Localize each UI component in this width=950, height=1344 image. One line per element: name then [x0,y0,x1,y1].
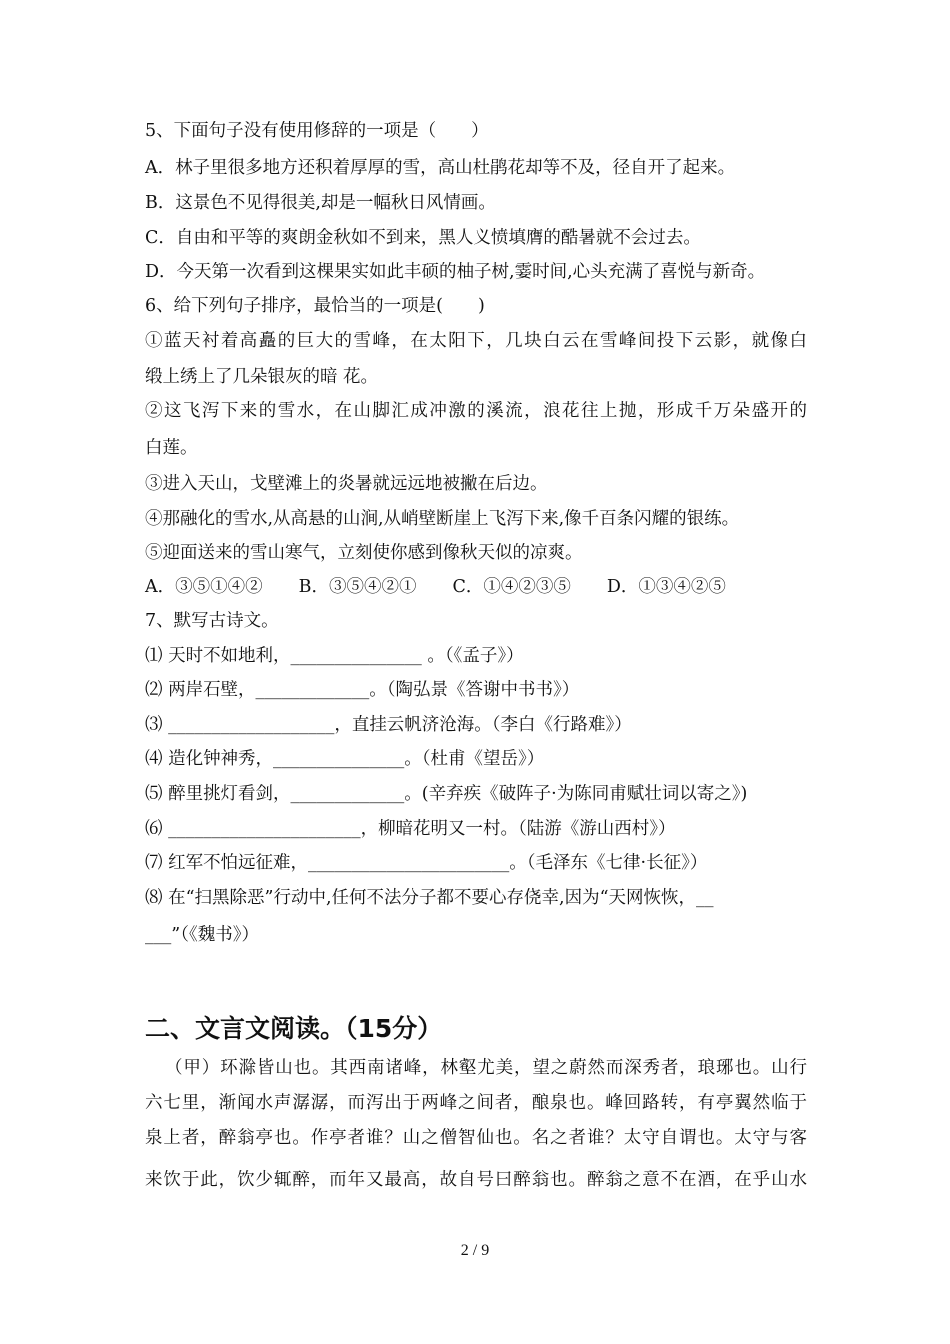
q6-sentence-5: ⑤迎面送来的雪山寒气，立刻使你感到像秋天似的凉爽。 [145,543,583,563]
passage-line-3: 泉上者，醉翁亭也。作亭者谁？山之僧智仙也。名之者谁？太守自谓也。太守与客 [145,1128,807,1148]
q6-sentence-1-cont: 缎上绣上了几朵银灰的暗 花。 [145,367,379,387]
q6-sentence-3: ③进入天山，戈壁滩上的炎暑就远远地被撇在后边。 [145,474,548,494]
passage-line-2: 六七里，渐闻水声潺潺，而泻出于两峰之间者，酿泉也。峰回路转，有亭翼然临于 [145,1093,807,1113]
q6-options [145,575,762,599]
q5-option-b: B．这景色不见得很美,却是一幅秋日风情画。 [145,193,496,213]
q7-item-4: ⑷ 造化钟神秀，_______________。（杜甫《望岳》） [145,749,545,769]
passage-line-4: 来饮于此，饮少辄醉，而年又最高，故自号曰醉翁也。醉翁之意不在酒，在乎山水 [145,1170,807,1190]
q7-item-7: ⑺ 红军不怕远征难，_______________________。（毛泽东《七律·长征》） [145,853,708,873]
q6-option-a: A．③⑤①④② [145,577,263,597]
q5-option-d: D．今天第一次看到这棵果实如此丰硕的柚子树,霎时间,心头充满了喜悦与新奇。 [145,262,766,282]
passage-line-1: （甲）环滁皆山也。其西南诸峰，林壑尤美，望之蔚然而深秀者，琅琊也。山行 [165,1058,807,1078]
q6-option-c: C．①④②③⑤ [452,577,571,597]
q6-option-d: D．①③④②⑤ [606,577,726,597]
q7-item-5: ⑸ 醉里挑灯看剑，_____________。(辛弃疾《破阵子·为陈同甫赋壮词以寄之》) [145,784,748,804]
page-number: 2 / 9 [460,1242,490,1259]
q7-item-2: ⑵ 两岸石壁，_____________。（陶弘景《答谢中书书》） [145,680,580,700]
q7-item-3: ⑶ ___________________，直挂云帆济沧海。（李白《行路难》） [145,715,632,735]
q5-option-c: C．自由和平等的爽朗金秋如不到来，黑人义愤填膺的酷暑就不会过去。 [145,228,701,248]
q7-item-6: ⑹ ______________________，柳暗花明又一村。（陆游《游山西村》） [145,819,676,839]
q7-item-8: ⑻ 在“扫黑除恶”行动中,任何不法分子都不要心存侥幸,因为“天网恢恢，__ [145,888,714,908]
q7-item-8-cont: ___”（《魏书》） [145,925,259,945]
q6-sentence-2: ②这飞泻下来的雪水，在山脚汇成冲激的溪流，浪花往上抛，形成千万朵盛开的 [145,401,807,421]
section-2-heading: 二、文言文阅读。（15分） [145,1014,443,1043]
question-5-stem: 5、下面句子没有使用修辞的一项是（ ） [145,121,489,141]
q6-sentence-4: ④那融化的雪水,从高悬的山涧,从峭壁断崖上飞泻下来,像千百条闪耀的银练。 [145,509,740,529]
q6-option-b: B．③⑤④②① [298,577,417,597]
q5-option-a: A．林子里很多地方还积着厚厚的雪，高山杜鹃花却等不及，径自开了起来。 [145,158,736,178]
q6-sentence-2-cont: 白莲。 [145,438,198,458]
q6-sentence-1: ①蓝天衬着高矗的巨大的雪峰，在太阳下，几块白云在雪峰间投下云影，就像白 [145,331,807,351]
question-7-stem: 7、默写古诗文。 [145,611,279,631]
q7-item-1: ⑴ 天时不如地利，_______________ 。（《孟子》） [145,646,524,666]
question-6-stem: 6、给下列句子排序，最恰当的一项是( ) [145,296,485,316]
